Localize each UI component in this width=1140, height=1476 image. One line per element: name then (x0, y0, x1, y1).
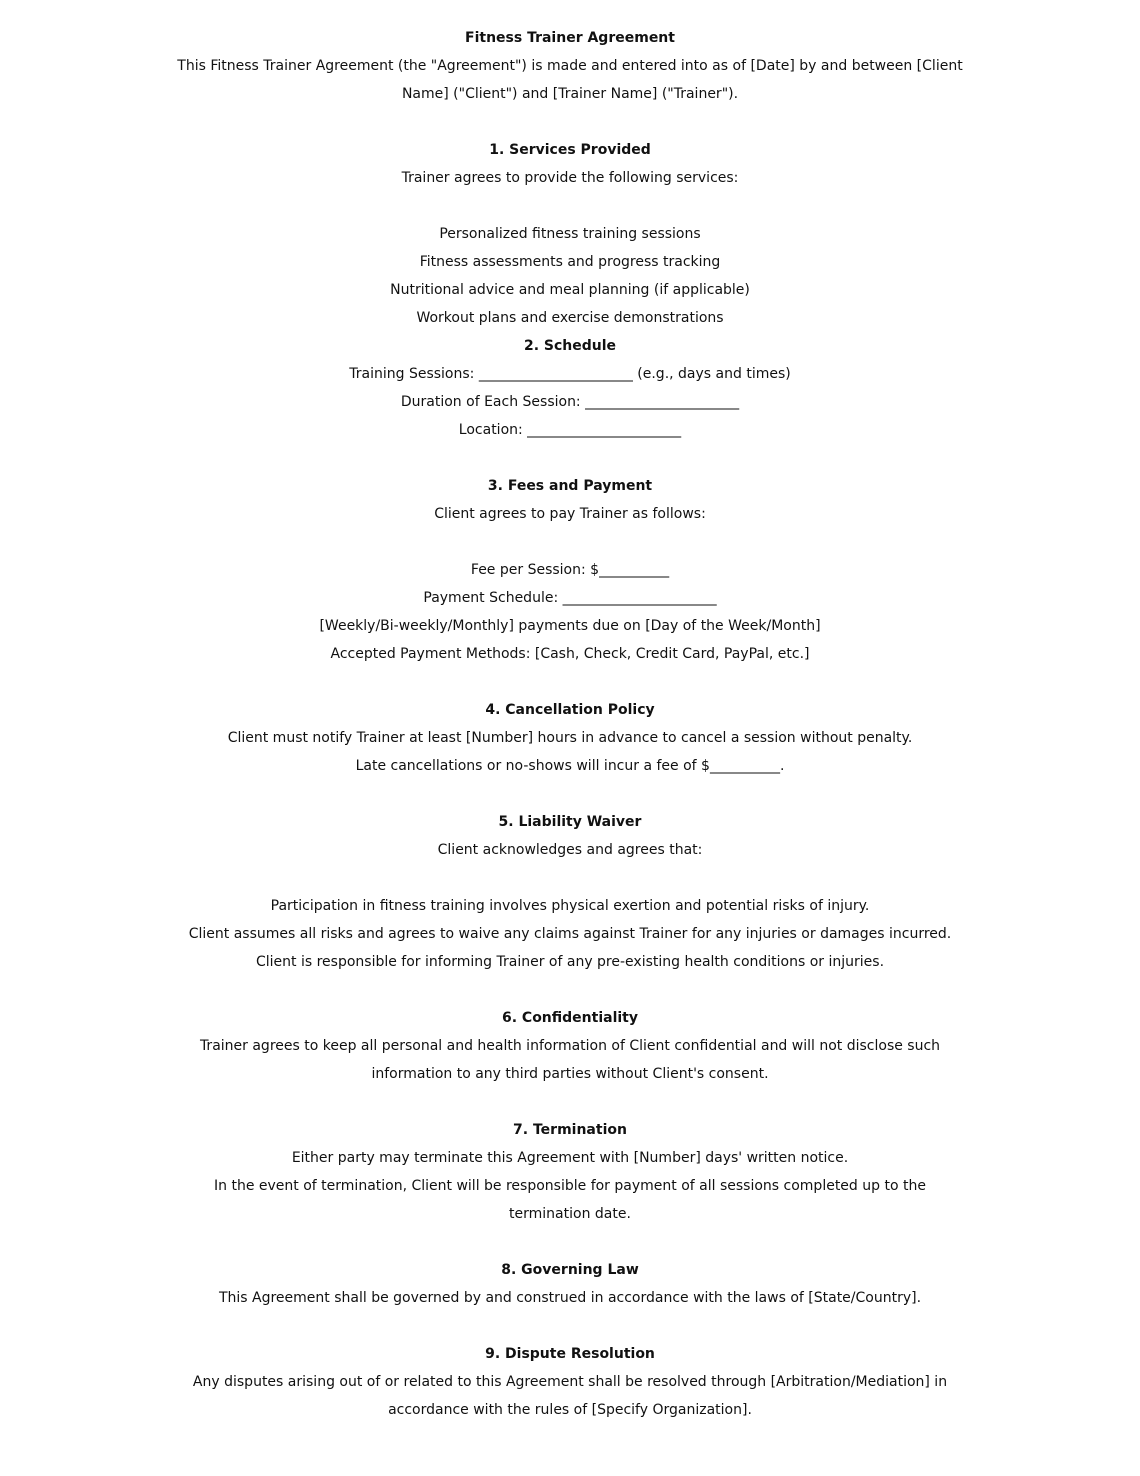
section-termination (0, 1116, 1140, 1228)
dispute-line: Any disputes arising out of or related to this Agreement shall be resolved through [Arbitration/Mediation] in (192, 1374, 948, 1390)
schedule-line: Duration of Each Session: ______________________ (400, 394, 740, 410)
spacer (0, 1088, 1140, 1116)
intro-line: Name] ("Client") and [Trainer Name] ("Trainer"). (401, 86, 739, 102)
liability-item: Client assumes all risks and agrees to waive any claims against Trainer for any injuries or damages incurred. (188, 926, 952, 942)
confidentiality-line: Trainer agrees to keep all personal and health information of Client confidential and will not disclose such (199, 1038, 941, 1054)
fees-line: [Weekly/Bi-weekly/Monthly] payments due on [Day of the Week/Month] (319, 618, 821, 634)
section-heading: 1. Services Provided (489, 142, 651, 158)
section-intro: Client acknowledges and agrees that: (437, 842, 703, 858)
service-item: Personalized fitness training sessions (439, 226, 701, 242)
governing-law-line: This Agreement shall be governed by and construed in accordance with the laws of [State/Country]. (218, 1290, 922, 1306)
schedule-line: Training Sessions: ______________________ (e.g., days and times) (349, 366, 791, 382)
section-confidentiality (0, 1004, 1140, 1088)
section-heading: 9. Dispute Resolution (485, 1346, 655, 1362)
fees-line: Payment Schedule: ______________________ (423, 590, 717, 606)
spacer (0, 1228, 1140, 1256)
section-heading: 6. Confidentiality (501, 1010, 638, 1026)
spacer (0, 1312, 1140, 1340)
section-heading: 4. Cancellation Policy (485, 702, 655, 718)
confidentiality-line: information to any third parties without Client's consent. (371, 1066, 769, 1082)
spacer (0, 976, 1140, 1004)
section-intro: Client agrees to pay Trainer as follows: (434, 506, 706, 522)
spacer (0, 444, 1140, 472)
liability-item: Client is responsible for informing Trainer of any pre-existing health conditions or injuries. (255, 954, 885, 970)
spacer (0, 864, 1140, 892)
service-item: Fitness assessments and progress tracking (419, 254, 721, 270)
fees-line: Fee per Session: $__________ (470, 562, 670, 578)
spacer (0, 528, 1140, 556)
spacer (0, 780, 1140, 808)
section-intro: Trainer agrees to provide the following services: (401, 170, 739, 186)
termination-line: Either party may terminate this Agreement with [Number] days' written notice. (291, 1150, 849, 1166)
service-item: Workout plans and exercise demonstrations (416, 310, 724, 326)
dispute-line: accordance with the rules of [Specify Organization]. (388, 1402, 752, 1418)
service-item: Nutritional advice and meal planning (if applicable) (390, 282, 750, 298)
section-heading: 2. Schedule (523, 338, 617, 354)
spacer (0, 108, 1140, 136)
fees-line: Accepted Payment Methods: [Cash, Check, Credit Card, PayPal, etc.] (330, 646, 810, 662)
section-heading: 5. Liability Waiver (498, 814, 642, 830)
section-schedule (0, 332, 1140, 444)
intro-line: This Fitness Trainer Agreement (the "Agreement") is made and entered into as of [Date] by and between [Client (177, 58, 963, 74)
cancellation-line: Late cancellations or no-shows will incur a fee of $__________. (355, 758, 785, 774)
section-dispute (0, 1340, 1140, 1424)
section-liability (0, 808, 1140, 976)
termination-line: In the event of termination, Client will be responsible for payment of all sessions completed up to the (214, 1178, 926, 1194)
liability-item: Participation in fitness training involves physical exertion and potential risks of injury. (270, 898, 870, 914)
section-heading: 8. Governing Law (501, 1262, 639, 1278)
termination-line: termination date. (509, 1206, 631, 1222)
section-fees (0, 472, 1140, 668)
schedule-line: Location: ______________________ (458, 422, 682, 438)
section-heading: 3. Fees and Payment (487, 478, 653, 494)
document-title: Fitness Trainer Agreement (465, 30, 675, 46)
spacer (0, 192, 1140, 220)
section-heading: 7. Termination (513, 1122, 627, 1138)
section-governing-law (0, 1256, 1140, 1312)
spacer (0, 668, 1140, 696)
cancellation-line: Client must notify Trainer at least [Number] hours in advance to cancel a session without penalty. (227, 730, 913, 746)
section-cancellation (0, 696, 1140, 780)
section-services (0, 136, 1140, 332)
